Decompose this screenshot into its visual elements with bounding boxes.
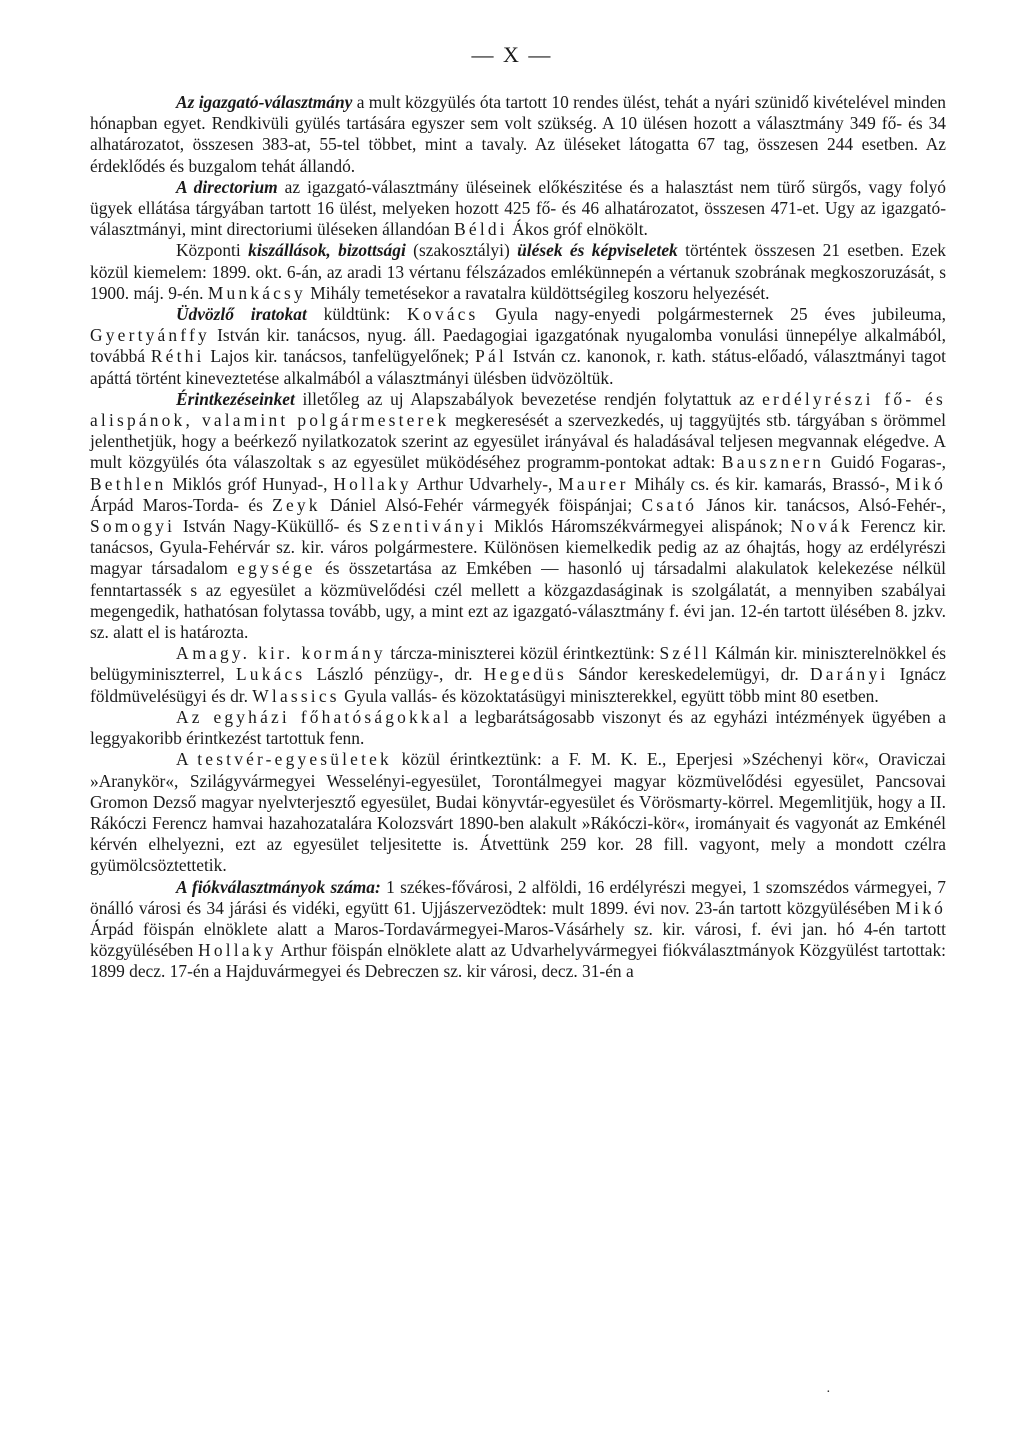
paragraph — [90, 877, 946, 983]
spaced-name: testvér-egyesületek — [197, 749, 392, 770]
text-run: Központi — [176, 240, 249, 261]
text-run: Miklós gróf Hunyad-, — [166, 473, 334, 494]
text-run: a mult közgyülés óta tartott 10 rendes ülést, tehát a nyári szünidő kivételével minden hónapban egyet. Rendkivüli gyülés tartására egyszer sem volt szükség. A 10 ülésen hozott a választmány 349 fő- és 34 alhatározatot, összesen 383-at, 55-tel többet, mint a tavaly. Az üléseket látogatta 67 tag, összesen 244 esetben. Az érdeklődés és buzgalom tehát állandó. — [90, 92, 946, 176]
heading-phrase: Érintkezéseinket — [176, 388, 295, 409]
text-run: Gyula nagy-enyedi polgármesternek 25 éves jubileuma, — [478, 304, 946, 325]
heading-phrase: A fiókválasztmányok száma: — [176, 876, 381, 897]
spaced-name: Bausznern — [721, 452, 825, 473]
spaced-name: Pál — [475, 346, 507, 367]
paragraph — [90, 643, 946, 707]
text-run: 1 székes-fővárosi, 2 alföldi, 16 erdélyrészi megyei, 1 szomszédos vármegyei, 7 önálló városi és 34 járási és vidéki, együtt 61. Ujjászervezödtek: mult 1899. évi nov. 23-án tartott közgyülésében — [90, 876, 947, 918]
spaced-name: egysége — [237, 558, 316, 579]
text-run: István kir. tanácsos, nyug. áll. Paedagogiai igazgatónak nyugalomba vonulási ünnepélye alkalmából, továbbá — [90, 325, 946, 367]
paragraph — [90, 92, 946, 177]
text-run: Gyula vallás- és közoktatásügyi miniszterekkel, együtt több mint 80 esetben. — [339, 685, 879, 706]
text-run: Mihály temetésekor a ravatalra küldöttségileg koszoru helyezését. — [305, 282, 770, 303]
text-run: Dániel Alsó-Fehér vármegyék föispánjai; — [320, 494, 642, 515]
heading-phrase: ülések és képviseletek — [517, 240, 678, 261]
spaced-name: Maurer — [558, 473, 629, 494]
spaced-name: Mikó — [895, 897, 946, 918]
text-run: A — [176, 749, 198, 770]
paragraph — [90, 707, 946, 749]
text-run: Ákos gróf elnökölt. — [507, 219, 648, 240]
text-run: Árpád föispán elnöklete alatt a Maros-Tordavármegyei-Maros-Vásárhely sz. kir. városi, f. évi jan. hó 4-én tartott közgyülésében — [90, 918, 946, 961]
document-body — [90, 92, 946, 983]
text-run: közül érintkeztünk: a F. M. K. E., Eperjesi »Széchenyi kör«, Oraviczai »Aranykör«, Szilágyvármegyei Wesselényi-egyesület, Torontálmegyei magyar közmüvelődési egyesület, Pancsovai Gromon Dezső magyar nyelvterjesztő egyesület, Budai könyvtár-egyesület és Vörösmarty-körrel. Megemlitjük, hogy a II. Rákóczi Ferencz hamvai hazahozatalára Kolozsvárt 1890-ben alakult »Rákóczi-kör«, irományait és vagyonát az Emkénél kérvén elhelyezni, ezt az egyesület teljesitette is. Átvettünk 259 kor. 28 fill. vagyont, mely a mondott czélra gyümölcsöztettetik. — [90, 749, 946, 876]
text-run: megkeresését a szervezkedés, uj taggyüjtés stb. tárgyában s örömmel jelenthetjük, hogy a beérkező nyilatkozatok szerint az egyesület irányával és haladásával teljesen megvannak elégedve. A mult közgyülés óta válaszoltak s az egyesület müködéséhez programm-pontokat adtak: — [90, 410, 946, 473]
page-number: — X — — [471, 42, 553, 67]
text-run: Guidó Fogaras-, — [824, 452, 946, 473]
spaced-name: Zeyk — [272, 494, 321, 515]
text-run: Lajos kir. tanácsos, tanfelügyelőnek; — [204, 346, 476, 367]
paragraph — [90, 304, 946, 389]
text-run: János kir. tanácsos, Alsó-Fehér-, — [697, 494, 946, 515]
text-run: küldtünk: — [306, 304, 408, 325]
spaced-name: Réthi — [150, 346, 205, 367]
text-run: tárcza-miniszterei közül érintkeztünk: — [385, 643, 660, 664]
text-run: Arthur föispán elnöklete alatt az Udvarhelyvármegyei fiókválasztmányok Közgyülést tartottak: 1899 decz. 17-én a Hajduvármegyei és Debreczen sz. kir városi, decz. 31-én a — [90, 940, 946, 982]
spaced-name: Széll — [659, 643, 711, 664]
text-run: az igazgató-választmány üléseinek előkészitése és a halasztást nem türő sürgős, vagy folyó ügyek ellátása tárgyában tartott 16 ülést, melyeken hozott 425 fő- és 46 alhatározatot, összesen 471-et. Ugy az igazgató-választmányi, mint directoriumi üléseken állandóan — [90, 176, 946, 240]
text-run: Kálmán kir. miniszterelnökkel és belügyminiszterrel, — [90, 643, 946, 685]
text-run: László pénzügy-, dr. — [305, 664, 484, 685]
spaced-name: Lukács — [235, 664, 306, 685]
stray-dot: · — [826, 1385, 831, 1400]
text-run: István cz. kanonok, r. kath. státus-előadó, választmányi tagot apáttá történt kineveztetése alkalmából a választmányi ülésben üdvözöltük. — [90, 346, 947, 388]
paragraph — [90, 749, 946, 876]
spaced-name: Mikó — [895, 473, 946, 494]
text-run: illetőleg az uj Alapszabályok bevezetése rendjén folytattuk az — [294, 388, 763, 409]
paragraph — [90, 389, 946, 643]
text-run: Miklós Háromszékvármegyei alispánok; — [486, 516, 791, 537]
paragraph — [90, 177, 946, 241]
text-run: Arthur Udvarhely-, — [411, 473, 559, 494]
text-run: a legbarátságosabb viszonyt és az egyházi intézmények ügyében a leggyakoribb érintkezést tartottuk fenn. — [90, 706, 947, 749]
spaced-name: erdélyrészi fő- és alispánok, valamint polgármesterek — [90, 388, 946, 431]
spaced-name: Béldi — [454, 219, 508, 240]
text-run: Ferencz kir. tanácsos, Gyula-Fehérvár sz. kir. város polgármestere. Különösen kiemelkedik pedig az az óhajtás, hogy az erdélyrészi magyar társadalom — [90, 516, 947, 579]
spaced-name: Darányi — [809, 664, 889, 685]
spaced-name: magy. kir. kormány — [192, 643, 386, 664]
text-run: István Nagy-Küküllő- és — [175, 516, 370, 537]
text-run: A — [176, 643, 193, 664]
paragraph — [90, 240, 946, 304]
spaced-name: Somogyi — [90, 516, 176, 537]
spaced-name: Wlassics — [252, 685, 340, 706]
text-run: Ignácz földmüvelésügyi és dr. — [90, 664, 946, 706]
spaced-name: Gyertyánffy — [90, 325, 210, 346]
heading-phrase: A directorium — [176, 176, 278, 197]
spaced-name: Hollaky — [333, 473, 412, 494]
text-run: és összetartása az Emkében — hasonló uj társadalmi alakulatok kelekezése nélkül fenntartassék s az egyesület a közmüvelődési czél mellett a közgazdaságinak is szolgálatát, a mennyiben szabályai megengedik, hathatósan folytassa tovább, ugy, a mint ezt az igazgató-választmány f. évi jan. 12-én tartott ülésében 8. jzkv. sz. alatt el is határozta. — [90, 558, 946, 643]
spaced-name: Novák — [790, 516, 853, 537]
text-run: Sándor kereskedelemügyi, dr. — [566, 664, 810, 685]
heading-phrase: kiszállások, bizottsági — [248, 240, 406, 261]
text-run: történtek összesen 21 esetben. Ezek közül kiemelem: 1899. okt. 6-án, az aradi 13 vértanu félszázados emlékünnepén a vértanuk szobrának megkoszoruzását, s 1900. máj. 9-én. — [90, 240, 946, 303]
heading-phrase: Üdvözlő iratokat — [176, 304, 307, 325]
spaced-name: Munkácsy — [207, 282, 306, 303]
spaced-name: Kovács — [407, 304, 479, 325]
text-run: Árpád Maros-Torda- és — [90, 494, 273, 515]
spaced-name: Csató — [641, 494, 698, 515]
text-run: Mihály cs. és kir. kamarás, Brassó-, — [628, 473, 896, 494]
spaced-name: Hollaky — [198, 940, 277, 961]
spaced-name: Hegedüs — [483, 664, 567, 685]
text-run: (szakosztályi) — [405, 240, 518, 261]
spaced-name: Az egyházi főhatóságokkal — [176, 706, 452, 727]
spaced-name: Szentiványi — [369, 516, 487, 537]
heading-phrase: Az igazgató-választmány — [176, 92, 353, 112]
spaced-name: Bethlen — [90, 473, 167, 494]
